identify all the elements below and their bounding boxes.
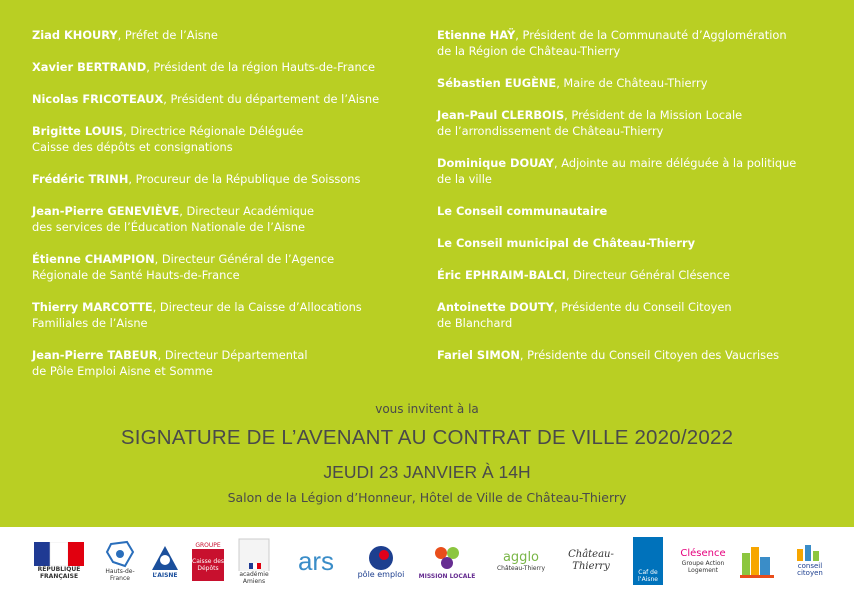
host-entry — [32, 299, 417, 331]
host-title: , Président du département de l’Aisne — [163, 92, 380, 106]
left-column — [32, 27, 417, 395]
host-entry — [437, 347, 847, 363]
agglo-label: agglo — [502, 549, 540, 565]
aisne-figure-icon — [150, 544, 180, 572]
event-place: Salon de la Légion d’Honneur, Hôtel de Ville de Château-Thierry — [227, 490, 627, 505]
event-date: JEUDI 23 JANVIER À 14H — [323, 462, 531, 482]
host-entry — [32, 203, 417, 235]
caisse-depots-label: Caisse des Dépôts — [192, 557, 225, 572]
host-name: Ziad KHOURY — [32, 28, 118, 42]
host-entry — [437, 203, 847, 219]
host-title-line2: Familiales de l’Aisne — [32, 316, 148, 330]
hauts-de-france-logo — [96, 537, 144, 585]
republique-label: RÉPUBLIQUE FRANÇAISE — [37, 566, 81, 580]
host-title: , Procureur de la République de Soissons — [128, 172, 361, 186]
host-title: , Directrice Régionale Déléguée — [123, 124, 304, 138]
agglo-sub-label: Château-Thierry — [496, 564, 545, 572]
clesence-sub-label: Groupe Action Logement — [681, 560, 725, 574]
marianne-icon — [34, 542, 84, 566]
host-title-line2: de Blanchard — [437, 316, 513, 330]
host-title: , Présidente du Conseil Citoyen des Vaucrises — [519, 348, 780, 362]
chateau-thierry-logo — [558, 537, 624, 585]
host-entry — [437, 299, 847, 331]
clesence-logo — [672, 537, 734, 585]
host-name: Antoinette DOUTY — [437, 300, 554, 314]
host-title: , Président de la région Hauts-de-France — [146, 60, 375, 74]
host-name: Sébastien EUGÈNE — [437, 76, 557, 90]
host-title-line2: Régionale de Santé Hauts-de-France — [32, 268, 240, 282]
caisse-depots-logo — [190, 537, 226, 585]
hauts-de-france-label: Hauts-de-France — [105, 568, 135, 582]
host-name: Jean-Pierre GENEVIÈVE — [32, 204, 180, 218]
host-title-line2: Caisse des dépôts et consignations — [32, 140, 233, 154]
host-title: , Directeur de la Caisse d’Allocations — [152, 300, 362, 314]
host-title: , Adjointe au maire déléguée à la politique — [554, 156, 797, 170]
host-title: , Présidente du Conseil Citoyen — [553, 300, 732, 314]
caisse-depots-badge — [192, 549, 224, 581]
host-entry — [437, 27, 847, 59]
host-title: , Préfet de l’Aisne — [117, 28, 218, 42]
host-name: Éric EPHRAIM-BALCI — [437, 268, 566, 282]
host-entry — [32, 27, 417, 43]
host-name: Le Conseil communautaire — [437, 204, 608, 218]
pole-emploi-icon — [368, 545, 394, 571]
event-title: SIGNATURE DE L’AVENANT AU CONTRAT DE VILLE 2020/2022 — [120, 426, 734, 449]
host-title-line2: de Pôle Emploi Aisne et Somme — [32, 364, 213, 378]
host-name: Étienne CHAMPION — [32, 252, 155, 266]
conseil-citoyen-logo — [784, 537, 836, 585]
city-illustration-logo — [738, 537, 776, 585]
host-name: Etienne HAŸ — [437, 28, 516, 42]
host-name: Jean-Pierre TABEUR — [32, 348, 158, 362]
host-name: Xavier BERTRAND — [32, 60, 147, 74]
host-title-line2: de la ville — [437, 172, 492, 186]
host-title: , Directeur Général de l’Agence — [154, 252, 335, 266]
host-entry — [437, 267, 847, 283]
host-title-line2: des services de l’Éducation Nationale de l’Aisne — [32, 220, 305, 234]
host-entry — [32, 171, 417, 187]
mission-locale-logo — [412, 537, 482, 585]
conseil-citoyen-label: conseil citoyen — [797, 562, 823, 577]
host-title: , Maire de Château-Thierry — [556, 76, 708, 90]
aisne-logo — [146, 537, 184, 585]
host-name: Thierry MARCOTTE — [32, 300, 153, 314]
host-name: Fariel SIMON — [437, 348, 520, 362]
city-buildings-icon — [740, 543, 774, 579]
ars-logo — [284, 537, 348, 585]
host-title: , Président de la Mission Locale — [564, 108, 743, 122]
host-name: Le Conseil municipal de Château-Thierry — [437, 236, 696, 250]
host-entry — [437, 75, 847, 91]
host-entry — [32, 123, 417, 155]
host-name: Nicolas FRICOTEAUX — [32, 92, 164, 106]
host-name: Brigitte LOUIS — [32, 124, 124, 138]
pole-emploi-logo — [356, 537, 406, 585]
host-entry — [32, 59, 417, 75]
clesence-label: Clésence — [680, 548, 726, 559]
host-entry — [437, 107, 847, 139]
host-name: Jean-Paul CLERBOIS — [437, 108, 565, 122]
republique-francaise-logo — [28, 537, 90, 585]
host-entry — [32, 91, 417, 107]
pole-emploi-label: pôle emploi — [357, 569, 405, 579]
host-name: Dominique DOUAY — [437, 156, 555, 170]
partner-logos-bar — [0, 527, 854, 600]
host-entry — [32, 251, 417, 283]
caf-badge — [633, 537, 663, 585]
host-title-line2: de l’arrondissement de Château-Thierry — [437, 124, 664, 138]
host-title: , Président de la Communauté d’Agglomération — [515, 28, 787, 42]
host-entry — [437, 155, 847, 187]
host-title-line2: de la Région de Château-Thierry — [437, 44, 621, 58]
agglo-logo — [490, 537, 552, 585]
caisse-groupe-label: GROUPE — [195, 541, 221, 549]
chateau-thierry-label: Château-Thierry — [568, 549, 614, 572]
invite-text: vous invitent à la — [375, 402, 479, 416]
caf-label: Caf de l’Aisne — [638, 569, 658, 583]
mission-locale-icon — [431, 543, 463, 573]
host-title: , Directeur Départemental — [157, 348, 308, 362]
academie-label: académie Amiens — [239, 571, 269, 585]
conseil-citoyen-icon — [795, 545, 825, 563]
ars-label: ars — [297, 546, 335, 576]
host-name: Frédéric TRINH — [32, 172, 129, 186]
host-entry — [437, 235, 847, 251]
aisne-label: L’AISNE — [152, 571, 178, 579]
academie-emblem-icon — [237, 537, 271, 571]
right-column — [437, 27, 847, 379]
region-map-icon — [105, 540, 135, 568]
host-entry — [32, 347, 417, 379]
host-title: , Directeur Général Clésence — [565, 268, 730, 282]
host-title: , Directeur Académique — [179, 204, 314, 218]
mission-locale-label: MISSION LOCALE — [418, 572, 476, 580]
academie-logo — [232, 537, 276, 585]
caf-logo — [632, 537, 664, 585]
